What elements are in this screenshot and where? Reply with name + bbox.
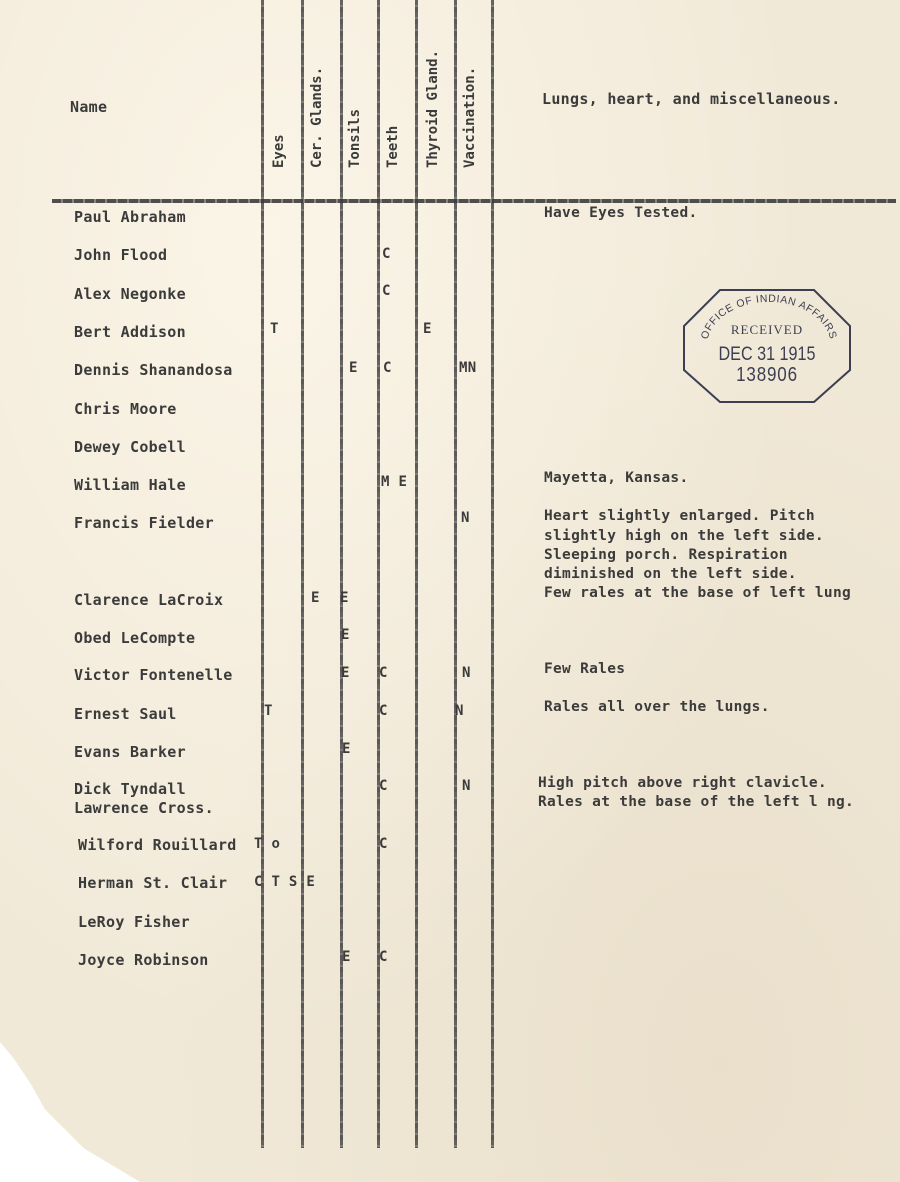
teeth-mark: C bbox=[379, 836, 388, 852]
column-header-eyes: Eyes bbox=[271, 134, 287, 168]
tonsils-mark: E bbox=[341, 627, 350, 643]
column-header-vaccination: Vaccination. bbox=[462, 66, 478, 168]
thyroid-mark: E bbox=[423, 321, 432, 337]
row-name: William Hale bbox=[74, 476, 186, 494]
row-name: Obed LeCompte bbox=[74, 629, 196, 647]
column-rule bbox=[415, 0, 418, 1148]
teeth-mark: C bbox=[379, 778, 388, 794]
column-header-thyroid: Thyroid Gland. bbox=[425, 49, 441, 168]
column-rule bbox=[491, 0, 494, 1148]
row-name: Herman St. Clair bbox=[78, 874, 228, 892]
tonsils-mark: E bbox=[349, 360, 358, 376]
stamp-arc-text: OFFICE OF INDIAN AFFAIRS bbox=[698, 292, 840, 341]
vaccination-mark: N bbox=[462, 778, 471, 794]
row-name: Wilford Rouillard bbox=[78, 836, 237, 854]
eyes-mark: T bbox=[264, 703, 273, 719]
row-name: LeRoy Fisher bbox=[78, 913, 190, 931]
row-name: Evans Barker bbox=[74, 743, 186, 761]
row-name: Dick Tyndall bbox=[74, 780, 186, 798]
tonsils-mark: E bbox=[340, 590, 349, 606]
tonsils-mark: E bbox=[342, 741, 351, 757]
teeth-mark: M E bbox=[381, 474, 408, 490]
tonsils-mark: E bbox=[342, 949, 351, 965]
teeth-mark: C bbox=[379, 665, 388, 681]
row-name: Clarence LaCroix bbox=[74, 591, 224, 609]
column-rule bbox=[340, 0, 343, 1148]
row-note-line: Heart slightly enlarged. Pitch bbox=[544, 508, 815, 524]
vaccination-mark: MN bbox=[459, 360, 477, 376]
header-rule bbox=[52, 199, 896, 203]
eyes-mark: T o bbox=[254, 836, 281, 852]
row-name: Ernest Saul bbox=[74, 705, 177, 723]
row-name: Dewey Cobell bbox=[74, 438, 186, 456]
eyes-mark: T bbox=[270, 321, 279, 337]
column-rule bbox=[261, 0, 264, 1148]
column-header-teeth: Teeth bbox=[385, 125, 401, 168]
vaccination-mark: N bbox=[455, 703, 464, 719]
column-rule bbox=[377, 0, 380, 1148]
stamp-received-text: RECEIVED bbox=[730, 322, 804, 337]
name-header: Name bbox=[70, 98, 108, 116]
column-header-tonsils: Tonsils bbox=[347, 108, 363, 168]
stamp-date: DEC 31 1915 bbox=[718, 344, 816, 365]
row-note: Rales at the base of the left l ng. bbox=[538, 794, 855, 810]
row-name: Paul Abraham bbox=[74, 208, 186, 226]
row-note: Few Rales bbox=[544, 661, 626, 677]
row-note: Rales all over the lungs. bbox=[544, 699, 770, 715]
row-name: Victor Fontenelle bbox=[74, 666, 233, 684]
eyes-mark: C T S E bbox=[254, 874, 316, 890]
row-name: John Flood bbox=[74, 246, 168, 264]
row-name: Chris Moore bbox=[74, 400, 177, 418]
row-name: Alex Negonke bbox=[74, 285, 186, 303]
row-note-line: slightly high on the left side. bbox=[544, 528, 824, 544]
notes-header: Lungs, heart, and miscellaneous. bbox=[542, 90, 841, 108]
row-name: Francis Fielder bbox=[74, 514, 214, 532]
row-note: Have Eyes Tested. bbox=[544, 205, 698, 221]
row-name: Dennis Shanandosa bbox=[74, 361, 233, 379]
teeth-mark: C bbox=[379, 949, 388, 965]
column-header-glands: Cer. Glands. bbox=[309, 66, 325, 168]
row-name: Bert Addison bbox=[74, 323, 186, 341]
row-name: Lawrence Cross. bbox=[74, 799, 214, 817]
row-name: Joyce Robinson bbox=[78, 951, 209, 969]
vaccination-mark: N bbox=[462, 665, 471, 681]
tonsils-mark: E bbox=[341, 665, 350, 681]
row-note: High pitch above right clavicle. bbox=[538, 775, 827, 791]
received-stamp bbox=[680, 286, 854, 406]
row-note-line: Few rales at the base of left lung bbox=[544, 585, 852, 601]
glands-mark: E bbox=[311, 590, 320, 606]
teeth-mark: C bbox=[382, 246, 391, 262]
teeth-mark: C bbox=[383, 360, 392, 376]
row-note: Mayetta, Kansas. bbox=[544, 470, 689, 486]
column-rule bbox=[301, 0, 304, 1148]
stamp-number: 138906 bbox=[736, 364, 798, 386]
teeth-mark: C bbox=[379, 703, 388, 719]
vaccination-mark: N bbox=[461, 510, 470, 526]
column-rule bbox=[454, 0, 457, 1148]
row-note-line: Sleeping porch. Respiration bbox=[544, 547, 788, 563]
teeth-mark: C bbox=[382, 283, 391, 299]
row-note-line: diminished on the left side. bbox=[544, 566, 797, 582]
